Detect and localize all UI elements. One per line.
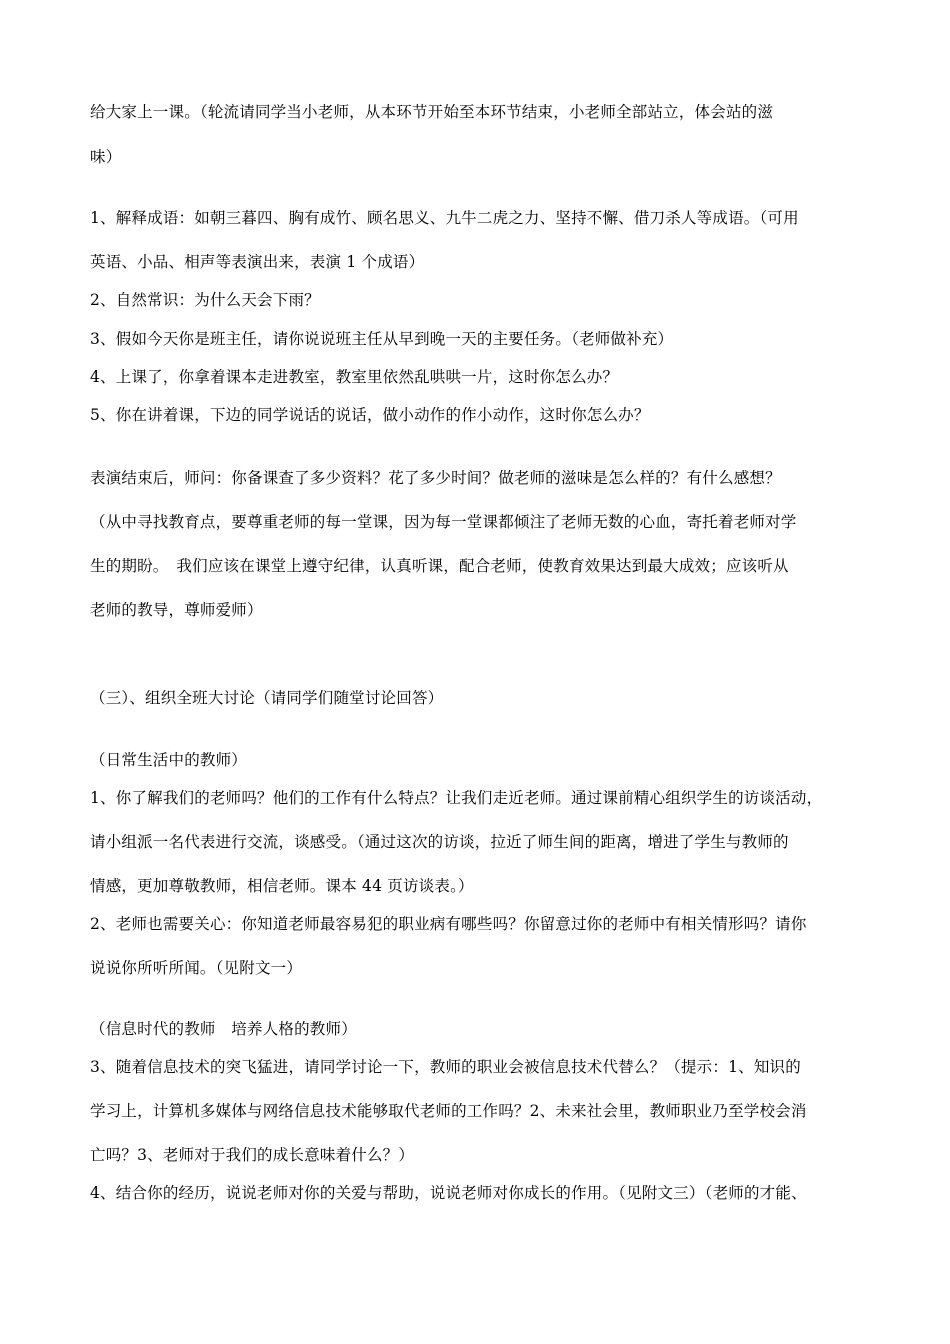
subsection-heading: （日常生活中的教师） [90, 751, 248, 769]
text-line: 学习上，计算机多媒体与网络信息技术能够取代老师的工作吗？2、未来社会里，教师职业乃至学校会消 [90, 1102, 807, 1120]
text-line: 味） [90, 148, 122, 166]
text-line: 老师的教导，尊师爱师） [90, 601, 263, 619]
text-line: 3、假如今天你是班主任，请你说说班主任从早到晚一天的主要任务。（老师做补充） [90, 330, 674, 348]
text-line: 2、老师也需要关心：你知道老师最容易犯的职业病有哪些吗？你留意过你的老师中有相关情形吗？请你 [90, 915, 807, 933]
text-line: 说说你所听所闻。（见附文一） [90, 959, 303, 977]
text-line: 4、上课了，你拿着课本走进教室，教室里依然乱哄哄一片，这时你怎么办？ [90, 368, 619, 386]
text-line: 4、结合你的经历，说说老师对你的关爱与帮助，说说老师对你成长的作用。（见附文三）（老师的才能、 [90, 1184, 807, 1202]
text-line: （从中寻找教育点，要尊重老师的每一堂课，因为每一堂课都倾注了老师无数的心血，寄托着老师对学 [90, 513, 797, 531]
text-line: 5、你在讲着课，下边的同学说话的说话，做小动作的作小动作，这时你怎么办？ [90, 406, 650, 424]
section-heading: （三）、组织全班大讨论（请同学们随堂讨论回答） [90, 689, 444, 707]
text-line: 生的期盼。 我们应该在课堂上遵守纪律，认真听课，配合老师，使教育效果达到最大成效；应该听从 [90, 557, 789, 575]
text-line: 请小组派一名代表进行交流，谈感受。（通过这次的访谈，拉近了师生间的距离，增进了学生与教师的 [90, 833, 789, 851]
text-line: 表演结束后，师问：你备课查了多少资料？花了多少时间？做老师的滋味是怎么样的？有什么感想？ [90, 469, 781, 487]
text-line: 1、你了解我们的老师吗？他们的工作有什么特点？让我们走近老师。通过课前精心组织学生的访谈活动， [90, 789, 823, 807]
text-line: 英语、小品、相声等表演出来，表演 1 个成语） [90, 253, 425, 271]
text-line: 3、随着信息技术的突飞猛进，请同学讨论一下，教师的职业会被信息技术代替么？（提示：1、知识的 [90, 1058, 801, 1076]
text-line: 2、自然常识：为什么天会下雨？ [90, 291, 320, 309]
text-line: 1、解释成语：如朝三暮四、胸有成竹、顾名思义、九牛二虎之力、坚持不懈、借刀杀人等成语。（可用 [90, 209, 799, 227]
subsection-heading: （信息时代的教师 培养人格的教师） [90, 1020, 357, 1038]
text-line: 情感，更加尊敬教师，相信老师。课本 44 页访谈表。） [90, 877, 474, 895]
text-line: 亡吗？3、老师对于我们的成长意味着什么？） [90, 1146, 415, 1164]
text-line: 给大家上一课。（轮流请同学当小老师，从本环节开始至本环节结束，小老师全部站立，体会站的滋 [90, 103, 774, 121]
